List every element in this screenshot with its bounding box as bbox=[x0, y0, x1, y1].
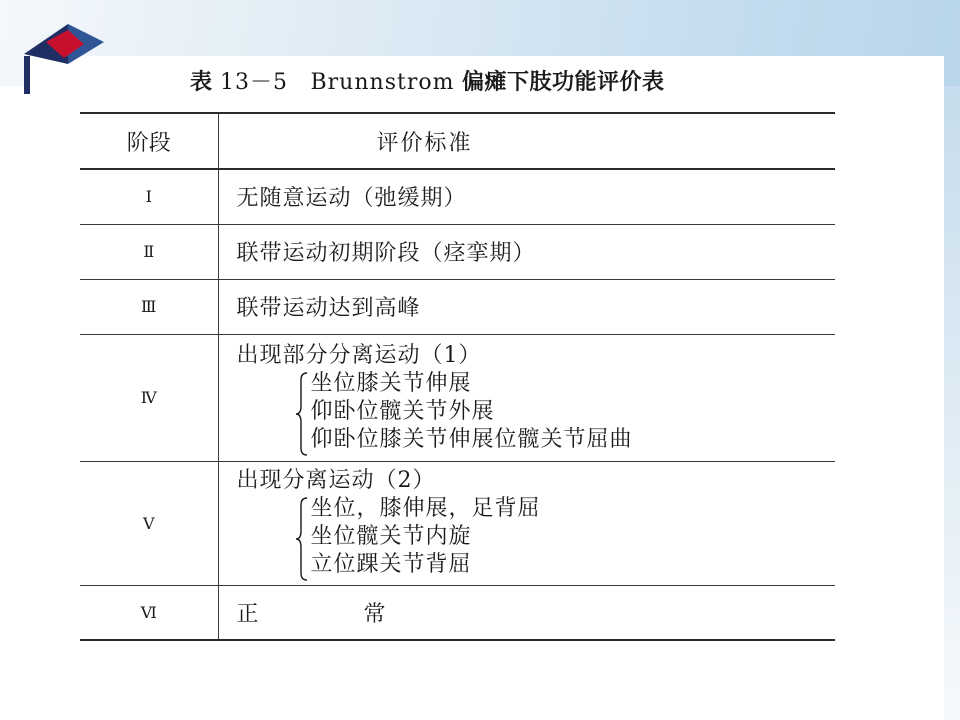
table-row bbox=[80, 279, 835, 334]
criteria-cell bbox=[218, 585, 835, 640]
stage-cell: Ⅳ bbox=[80, 334, 218, 461]
stage-cell: Ⅴ bbox=[80, 461, 218, 585]
table-row bbox=[80, 334, 835, 461]
title-prefix: 表 bbox=[190, 70, 213, 95]
left-brace-icon bbox=[295, 372, 309, 456]
criteria-sublist bbox=[295, 370, 836, 454]
criteria-subitem: 坐位髋关节内旋 bbox=[310, 524, 472, 549]
table-row bbox=[80, 224, 835, 279]
table-row bbox=[80, 461, 835, 585]
stage-cell: Ⅰ bbox=[80, 169, 218, 224]
title-scale-name: Brunnstrom bbox=[310, 70, 455, 95]
criteria-cell: 联带运动初期阶段（痉挛期） bbox=[218, 224, 835, 279]
table-header-row bbox=[80, 113, 835, 169]
stage-cell: Ⅲ bbox=[80, 279, 218, 334]
stage-cell: Ⅱ bbox=[80, 224, 218, 279]
title-suffix: 偏瘫下肢功能评价表 bbox=[461, 70, 665, 95]
criteria-word: 正 bbox=[236, 601, 260, 627]
side-gradient-band bbox=[942, 86, 960, 720]
header-criteria: 评价标准 bbox=[218, 113, 835, 169]
brunnstrom-table bbox=[80, 112, 835, 641]
criteria-cell bbox=[218, 334, 835, 461]
criteria-subitem: 坐位，膝伸展，足背屈 bbox=[310, 496, 541, 521]
left-brace-icon bbox=[295, 497, 309, 581]
criteria-subitem: 坐位膝关节伸展 bbox=[310, 370, 472, 396]
table-title bbox=[190, 66, 790, 100]
table-row bbox=[80, 169, 835, 224]
criteria-subitem: 立位踝关节背屈 bbox=[310, 552, 472, 577]
table-row bbox=[80, 585, 835, 640]
criteria-sublist bbox=[295, 495, 836, 579]
criteria-subitem: 仰卧位膝关节伸展位髋关节屈曲 bbox=[310, 426, 633, 452]
stage-cell: Ⅵ bbox=[80, 585, 218, 640]
slide-logo-icon bbox=[24, 24, 104, 94]
criteria-cell: 无随意运动（弛缓期） bbox=[218, 169, 835, 224]
criteria-cell bbox=[218, 461, 835, 585]
table-number: 13－5 bbox=[220, 70, 289, 95]
criteria-heading: 出现分离运动（2） bbox=[236, 468, 436, 493]
criteria-cell: 联带运动达到高峰 bbox=[218, 279, 835, 334]
evaluation-table-wrapper bbox=[80, 112, 835, 641]
criteria-subitem: 仰卧位髋关节外展 bbox=[310, 398, 495, 424]
criteria-word: 常 bbox=[363, 601, 387, 627]
header-stage: 阶段 bbox=[80, 113, 218, 169]
criteria-heading: 出现部分分离运动（1） bbox=[236, 342, 482, 368]
